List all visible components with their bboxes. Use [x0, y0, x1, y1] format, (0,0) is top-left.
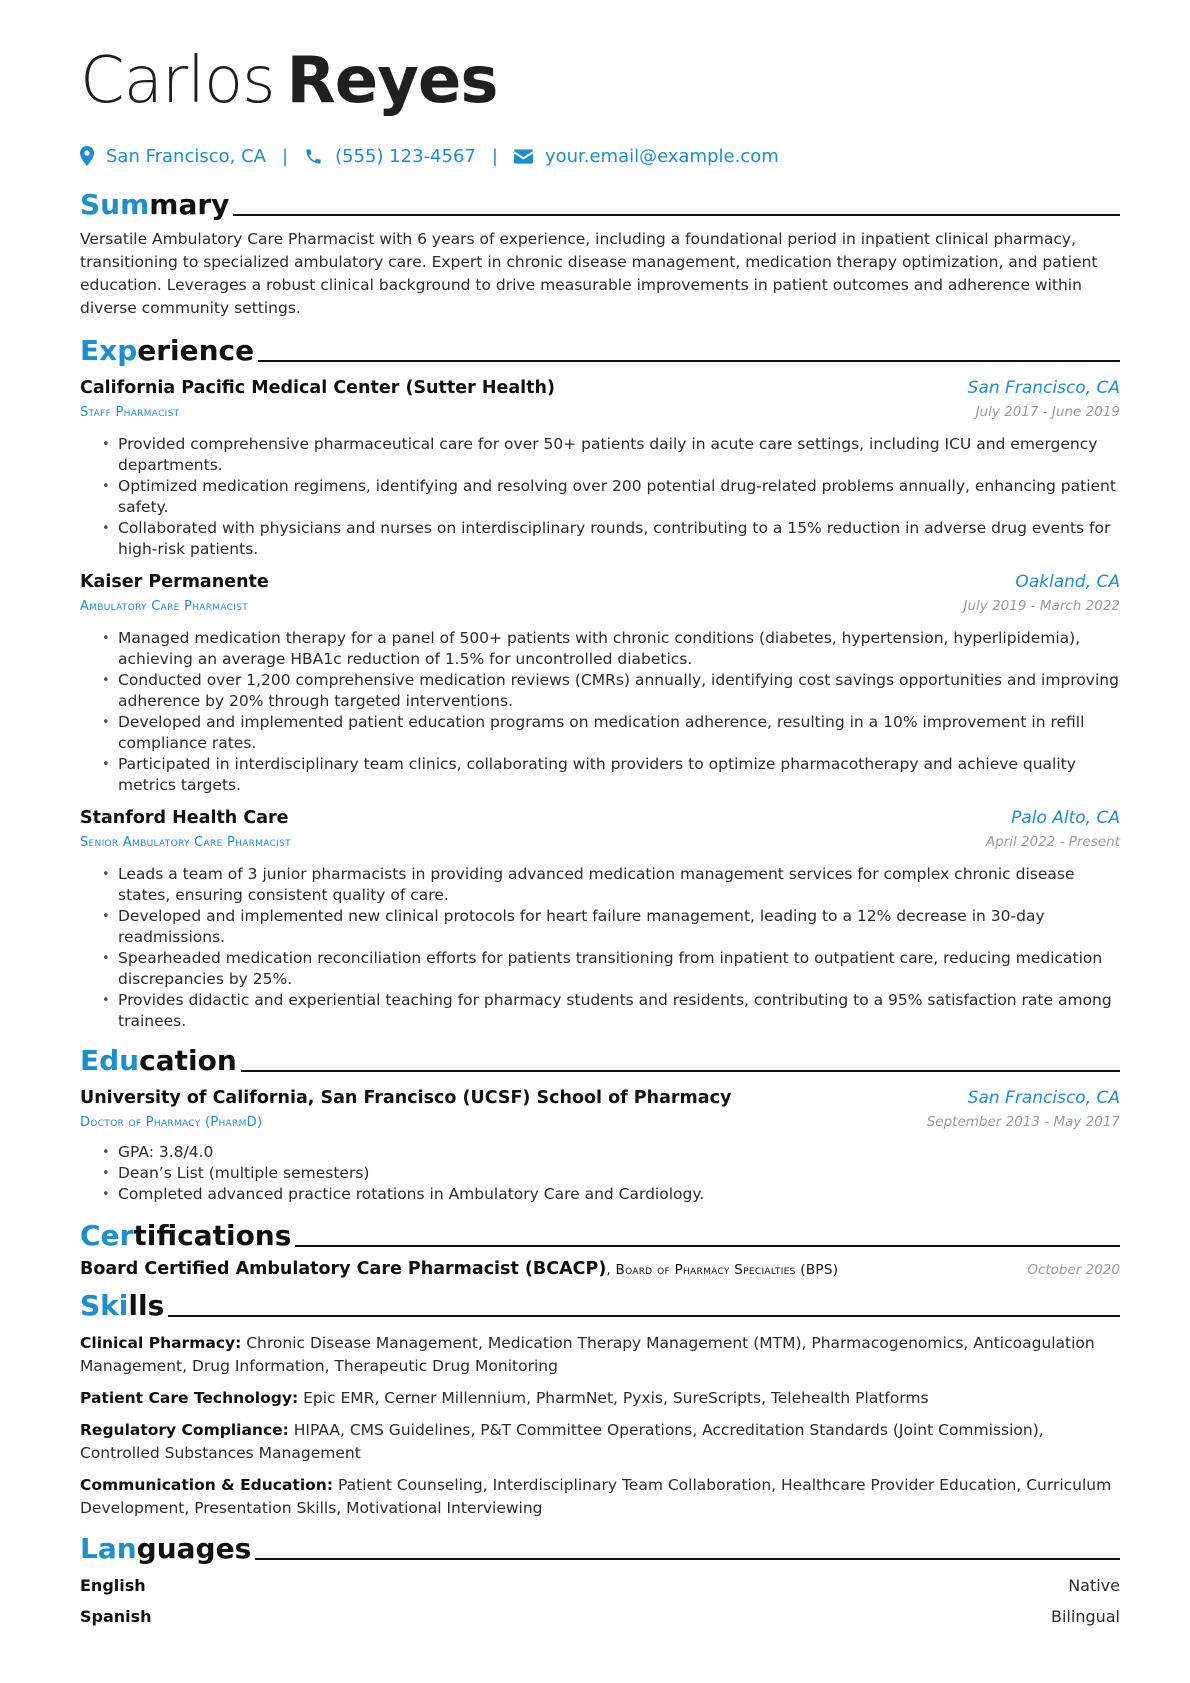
skill-group: [80, 1387, 1120, 1410]
summary-text: Versatile Ambulatory Care Pharmacist with 6 years of experience, including a foundational period in inpatient clinical pharmacy, transitioning to specialized ambulatory care. Expert in chronic disease management, medication therapy optimization, and patient education. Leverages a robust clinical background to drive measurable improvements in patient outcomes and adherence within diverse community settings.: [80, 230, 1098, 317]
section-experience-header: [80, 332, 1120, 368]
certification-entry: [80, 1259, 1120, 1281]
job-location: San Francisco, CA: [967, 378, 1120, 398]
employer-name: Kaiser Permanente: [80, 572, 269, 592]
last-name: Reyes: [286, 44, 498, 118]
section-certifications-header: [80, 1217, 1120, 1253]
bullet-item: • Conducted over 1,200 comprehensive medication reviews (CMRs) annually, identifying cost savings opportunities and improving adherence by 20% through targeted interventions.: [118, 670, 1120, 712]
section-title: Education: [80, 1044, 237, 1077]
language-name: English: [80, 1576, 146, 1595]
job-dates: April 2022 - Present: [985, 834, 1120, 850]
section-title: Experience: [80, 334, 255, 367]
bullet-item: • Optimized medication regimens, identifying and resolving over 200 potential drug-related problems annually, enhancing patient safety.: [118, 476, 1120, 518]
skill-group: [80, 1332, 1120, 1378]
envelope-icon: [514, 149, 533, 164]
certification-name: Board Certified Ambulatory Care Pharmacist (BCACP): [80, 1259, 607, 1279]
bullet-item: • Provides didactic and experiential teaching for pharmacy students and residents, contributing to a 95% satisfaction rate among trainees.: [118, 990, 1120, 1032]
first-name: Carlos: [80, 44, 275, 118]
language-row: [80, 1605, 1120, 1628]
skill-list: Patient Counseling, Interdisciplinary Team Collaboration, Healthcare Provider Education, Curriculum Development, Presentation Skills, Motivational Interviewing: [80, 1476, 1112, 1517]
contact-location: [80, 146, 266, 167]
job-title: Senior Ambulatory Care Pharmacist: [80, 835, 291, 850]
phone-icon: [304, 147, 323, 166]
bullet-item: • GPA: 3.8/4.0: [118, 1142, 1120, 1163]
contact-phone[interactable]: [304, 146, 476, 167]
language-name: Spanish: [80, 1607, 152, 1626]
language-level: Native: [1068, 1576, 1120, 1595]
school-name: University of California, San Francisco (UCSF) School of Pharmacy: [80, 1088, 732, 1108]
job-bullets: [80, 628, 1120, 796]
section-title: Certifications: [80, 1219, 292, 1252]
section-skills-header: [80, 1287, 1120, 1323]
skill-label: Communication & Education:: [80, 1476, 334, 1494]
contact-bar: [80, 142, 1120, 170]
school-location: San Francisco, CA: [967, 1088, 1120, 1108]
skill-label: Clinical Pharmacy:: [80, 1334, 242, 1352]
job-entry: [80, 570, 1120, 796]
bullet-item: • Collaborated with physicians and nurses on interdisciplinary rounds, contributing to a 15% reduction in adverse drug events for high-risk patients.: [118, 518, 1120, 560]
job-bullets: [80, 434, 1120, 560]
degree: Doctor of Pharmacy (PharmD): [80, 1115, 263, 1130]
job-location: Oakland, CA: [1015, 572, 1120, 592]
section-rule: [295, 1245, 1120, 1247]
employer-name: California Pacific Medical Center (Sutter Health): [80, 378, 555, 398]
employer-name: Stanford Health Care: [80, 808, 289, 828]
skill-group: [80, 1474, 1120, 1520]
bullet-item: • Dean’s List (multiple semesters): [118, 1163, 1120, 1184]
bullet-item: • Participated in interdisciplinary team clinics, collaborating with providers to optimize pharmacotherapy and achieve quality metrics targets.: [118, 754, 1120, 796]
skill-group: [80, 1419, 1120, 1465]
skill-label: Regulatory Compliance:: [80, 1421, 289, 1439]
bullet-item: • Developed and implemented patient education programs on medication adherence, resulting in a 10% improvement in refill compliance rates.: [118, 712, 1120, 754]
contact-email[interactable]: [514, 146, 779, 167]
bullet-item: • Developed and implemented new clinical protocols for heart failure management, leading to a 12% decrease in 30-day readmissions.: [118, 906, 1120, 948]
job-title: Ambulatory Care Pharmacist: [80, 599, 249, 614]
certification-date: October 2020: [1027, 1262, 1120, 1278]
certification-issuer: , Board of Pharmacy Specialties (BPS): [606, 1262, 839, 1278]
section-title: Languages: [80, 1532, 252, 1565]
job-location: Palo Alto, CA: [1011, 808, 1120, 828]
bullet-item: • Completed advanced practice rotations in Ambulatory Care and Cardiology.: [118, 1184, 1120, 1205]
map-pin-icon: [80, 146, 94, 166]
skill-list: Chronic Disease Management, Medication Therapy Management (MTM), Pharmacogenomics, Anticoagulation Management, Drug Information, Therapeutic Drug Monitoring: [80, 1334, 1095, 1375]
section-summary-header: [80, 186, 1120, 222]
section-rule: [241, 1070, 1120, 1072]
skill-list: HIPAA, CMS Guidelines, P&T Committee Operations, Accreditation Standards (Joint Commission), Controlled Substances Management: [80, 1421, 1044, 1462]
section-education-header: [80, 1042, 1120, 1078]
contact-separator: |: [281, 145, 289, 167]
section-rule: [258, 360, 1120, 362]
section-languages-header: [80, 1530, 1120, 1566]
job-entry: [80, 806, 1120, 1032]
section-rule: [168, 1315, 1120, 1317]
job-title: Staff Pharmacist: [80, 405, 180, 420]
bullet-item: • Spearheaded medication reconciliation efforts for patients transitioning from inpatient to outpatient care, reducing medication discrepancies by 25%.: [118, 948, 1120, 990]
section-rule: [255, 1558, 1120, 1560]
education-dates: September 2013 - May 2017: [926, 1114, 1120, 1130]
job-entry: [80, 376, 1120, 560]
section-rule: [233, 214, 1120, 216]
job-bullets: [80, 864, 1120, 1032]
contact-separator: |: [491, 145, 498, 167]
location-text: San Francisco, CA: [106, 145, 266, 167]
candidate-name: [80, 40, 1120, 122]
bullet-item: • Provided comprehensive pharmaceutical care for over 50+ patients daily in acute care settings, including ICU and emergency departments.: [118, 434, 1120, 476]
skill-list: Epic EMR, Cerner Millennium, PharmNet, Pyxis, SureScripts, Telehealth Platforms: [298, 1389, 929, 1407]
bullet-item: • Leads a team of 3 junior pharmacists in providing advanced medication management services for complex chronic disease states, ensuring consistent quality of care.: [118, 864, 1120, 906]
education-entry: [80, 1086, 1120, 1205]
language-row: [80, 1574, 1120, 1597]
email-link: your.email@example.com: [544, 145, 779, 167]
section-title: Summary: [80, 188, 230, 221]
phone-text: (555) 123-4567: [335, 145, 476, 167]
job-dates: July 2017 - June 2019: [975, 404, 1120, 420]
job-dates: July 2019 - March 2022: [963, 598, 1120, 614]
language-level: Bilingual: [1051, 1607, 1120, 1626]
section-title: Skills: [80, 1289, 165, 1322]
skill-label: Patient Care Technology:: [80, 1389, 299, 1407]
education-bullets: [80, 1142, 1120, 1205]
resume-page: [80, 40, 1120, 1628]
bullet-item: • Managed medication therapy for a panel of 500+ patients with chronic conditions (diabetes, hypertension, hyperlipidemia), achieving an average HBA1c reduction of 1.5% for uncontrolled diabetics.: [118, 628, 1120, 670]
